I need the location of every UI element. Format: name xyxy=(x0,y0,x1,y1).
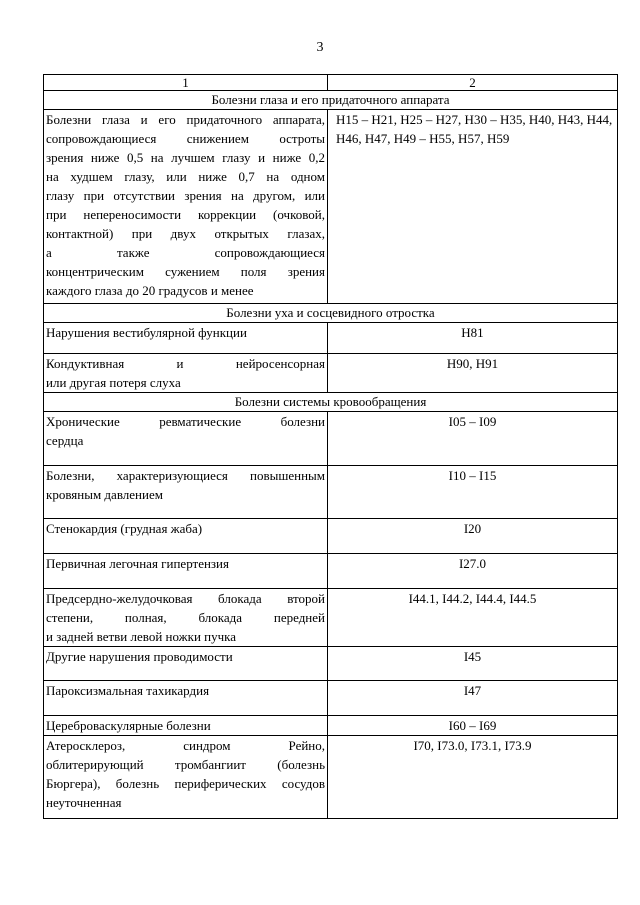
icd-codes: I70, I73.0, I73.1, I73.9 xyxy=(328,736,618,819)
section-title: Болезни глаза и его придаточного аппарата xyxy=(44,91,618,110)
description-line: Болезни глаза и его придаточного аппарата, xyxy=(46,112,325,127)
description-line: Бюргера), болезнь периферических сосудов xyxy=(46,776,325,791)
description-line: Нарушения вестибулярной функции xyxy=(46,325,247,340)
table-row xyxy=(44,736,618,819)
description-line: облитерирующий тромбангиит (болезнь xyxy=(46,757,325,772)
section-heading-row xyxy=(44,393,618,412)
table-row xyxy=(44,354,618,393)
disease-description xyxy=(44,681,328,716)
description-line: или другая потеря слуха xyxy=(46,375,181,390)
description-line: каждого глаза до 20 градусов и менее xyxy=(46,283,254,298)
disease-description xyxy=(44,716,328,736)
description-line: неуточненная xyxy=(46,795,122,810)
description-line: контактной) при двух открытых глазах, xyxy=(46,226,325,241)
icd-codes: I45 xyxy=(328,647,618,681)
section-heading-row xyxy=(44,91,618,110)
icd-codes: H15 – H21, H25 – H27, H30 – H35, H40, H43, H44, H46, H47, H49 – H55, H57, H59 xyxy=(328,110,618,304)
table-row xyxy=(44,466,618,519)
description-line: степени, полная, блокада передней xyxy=(46,610,325,625)
table-row xyxy=(44,412,618,466)
disease-description xyxy=(44,736,328,819)
description-line: Болезни, характеризующиеся повышенным xyxy=(46,468,325,483)
description-line: Цереброваскулярные болезни xyxy=(46,718,211,733)
section-title: Болезни системы кровообращения xyxy=(44,393,618,412)
table-row xyxy=(44,554,618,589)
disease-description xyxy=(44,647,328,681)
table-row xyxy=(44,681,618,716)
table-row xyxy=(44,110,618,304)
description-line: на худшем глазу, или ниже 0,7 на одном xyxy=(46,169,325,184)
description-line: Первичная легочная гипертензия xyxy=(46,556,229,571)
description-line: Другие нарушения проводимости xyxy=(46,649,233,664)
disease-description xyxy=(44,323,328,354)
description-line: Предсердно-желудочковая блокада второй xyxy=(46,591,325,606)
column-header-2: 2 xyxy=(328,75,618,91)
description-line: Стенокардия (грудная жаба) xyxy=(46,521,203,536)
disease-description xyxy=(44,354,328,393)
icd-codes: H90, H91 xyxy=(328,354,618,393)
description-line: а также сопровождающиеся xyxy=(46,245,325,260)
disease-description xyxy=(44,519,328,554)
table-body xyxy=(44,75,618,819)
description-line: кровяным давлением xyxy=(46,487,163,502)
section-title: Болезни уха и сосцевидного отростка xyxy=(44,304,618,323)
description-line: Пароксизмальная тахикардия xyxy=(46,683,210,698)
description-line: сопровождающиеся снижением остроты xyxy=(46,131,325,146)
table-row xyxy=(44,716,618,736)
disease-code-table xyxy=(43,74,618,819)
icd-codes: I44.1, I44.2, I44.4, I44.5 xyxy=(328,589,618,647)
table-row xyxy=(44,589,618,647)
table-row xyxy=(44,519,618,554)
icd-codes: I27.0 xyxy=(328,554,618,589)
icd-codes: I47 xyxy=(328,681,618,716)
icd-codes: H81 xyxy=(328,323,618,354)
disease-description xyxy=(44,466,328,519)
table-header-row xyxy=(44,75,618,91)
description-line: зрения ниже 0,5 на лучшем глазу и ниже 0,2 xyxy=(46,150,325,165)
disease-description xyxy=(44,110,328,304)
disease-description xyxy=(44,554,328,589)
description-line: Хронические ревматические болезни xyxy=(46,414,325,429)
icd-codes: I60 – I69 xyxy=(328,716,618,736)
description-line: сердца xyxy=(46,433,84,448)
page-number: 3 xyxy=(316,40,324,55)
table-row xyxy=(44,647,618,681)
description-line: глазу при отсутствии зрения на другом, или xyxy=(46,188,325,203)
description-line: концентрическим сужением поля зрения xyxy=(46,264,325,279)
section-heading-row xyxy=(44,304,618,323)
disease-description xyxy=(44,589,328,647)
table-row xyxy=(44,323,618,354)
description-line: Кондуктивная и нейросенсорная xyxy=(46,356,325,371)
column-header-1: 1 xyxy=(44,75,328,91)
description-line: при непереносимости коррекции (очковой, xyxy=(46,207,325,222)
disease-description xyxy=(44,412,328,466)
icd-codes: I10 – I15 xyxy=(328,466,618,519)
icd-codes: I20 xyxy=(328,519,618,554)
icd-codes: I05 – I09 xyxy=(328,412,618,466)
description-line: и задней ветви левой ножки пучка xyxy=(46,629,237,644)
description-line: Атеросклероз, синдром Рейно, xyxy=(46,738,325,753)
